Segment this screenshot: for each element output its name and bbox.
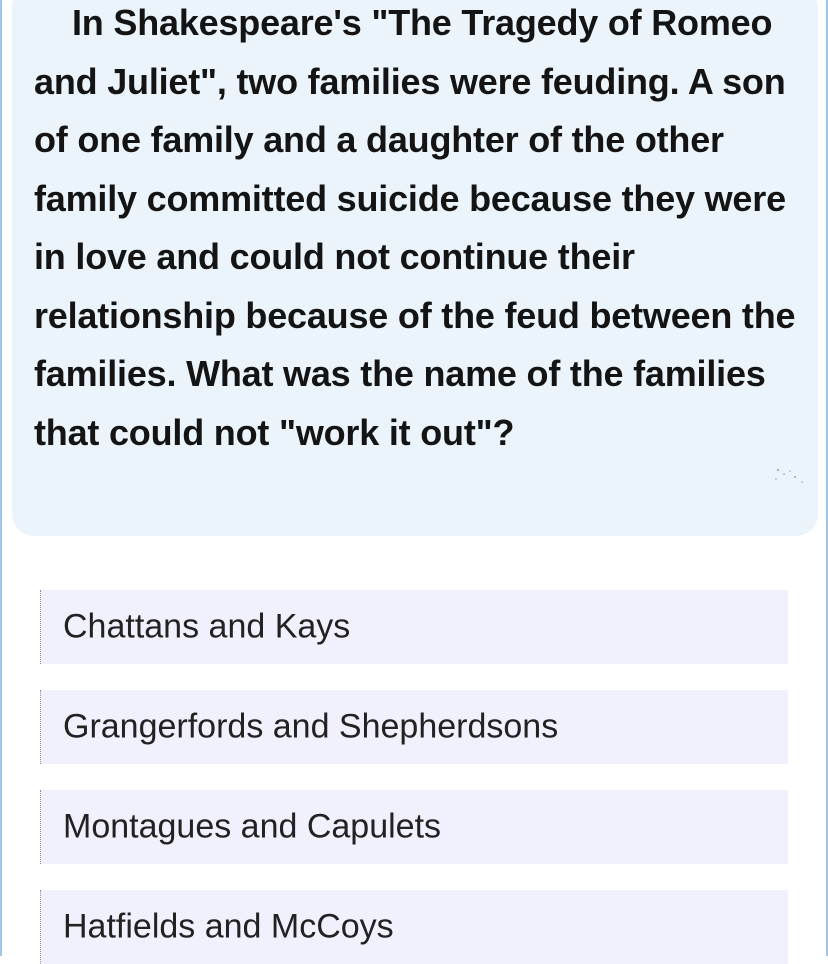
answer-option-label: Chattans and Kays [63, 607, 351, 646]
answer-option-label: Montagues and Capulets [63, 807, 442, 846]
question-card [12, 0, 818, 536]
answer-option-label: Hatfields and McCoys [63, 907, 394, 946]
answer-option-2[interactable] [40, 690, 788, 764]
answer-option-3[interactable] [40, 790, 788, 864]
decorative-speckle-icon [768, 462, 808, 488]
answer-option-4[interactable] [40, 890, 788, 964]
question-text: In Shakespeare's "The Tragedy of Romeo and Juliet", two families were feuding. A son of one family and a daughter of the other family committed suicide because they were in love and could not continue their relationship because of the feud between the families. What was the name of the families that could not "work it out"? [34, 2, 796, 453]
answer-option-label: Grangerfords and Shepherdsons [63, 707, 559, 746]
left-frame-edge [0, 0, 2, 956]
answer-option-1[interactable] [40, 590, 788, 664]
